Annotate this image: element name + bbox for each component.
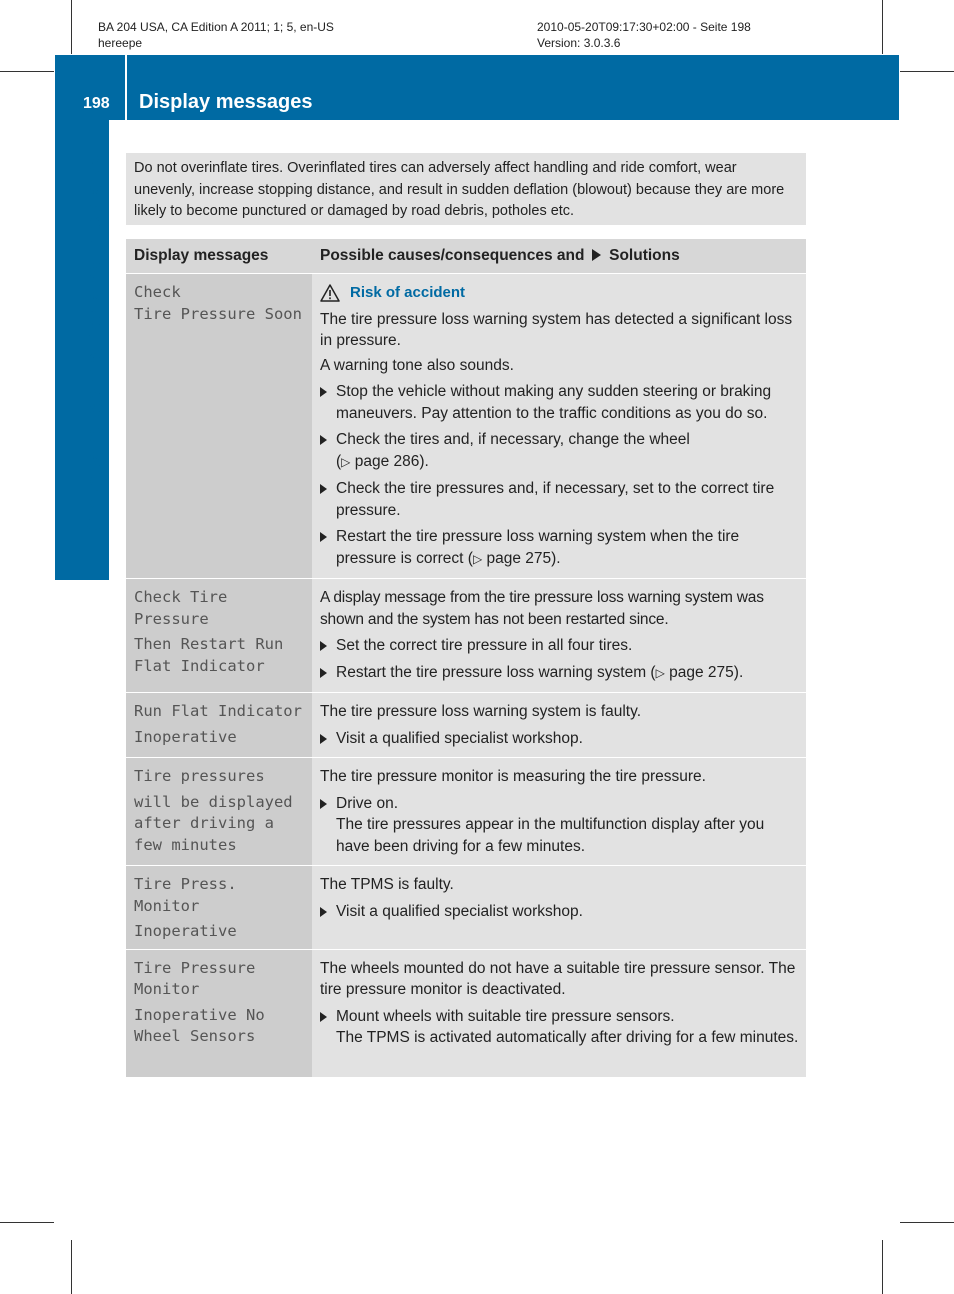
step-text: Restart the tire pressure loss warning system ( (336, 663, 656, 681)
solution-cell (312, 693, 806, 758)
display-messages-table (126, 239, 806, 1078)
cause-text: The tire pressure loss warning system is faulty. (320, 703, 642, 720)
warning-triangle-icon (320, 284, 340, 302)
bullet-icon (320, 532, 327, 542)
page-title: Display messages (139, 91, 313, 113)
step-text: Restart the tire pressure loss warning system when the tire pressure is correct ( (336, 528, 740, 567)
cause-text: The tire pressure monitor is measuring the tire pressure. (320, 768, 706, 785)
step-text: Stop the vehicle without making any sudden steering or braking maneuvers. Pay attention to the traffic conditions as you do so. (336, 383, 772, 422)
step-text: Set the correct tire pressure in all four tires. (336, 637, 633, 654)
page-ref-arrow-icon: ▷ (472, 551, 483, 566)
col-header-solutions-text: Solutions (609, 247, 680, 264)
step-result-text: The TPMS is activated automatically after driving for a few minutes. (336, 1029, 799, 1046)
message-text: Check Tire Pressure Soon (134, 283, 302, 323)
table-row (126, 579, 806, 693)
table-row (126, 949, 806, 1077)
page-ref-link[interactable]: page 275). (669, 663, 744, 681)
bullet-icon (320, 641, 327, 651)
step-text: Visit a qualified specialist workshop. (336, 902, 583, 920)
step-result-text: The tire pressures appear in the multifunction display after you have been driving for a few minutes. (336, 816, 765, 855)
bullet-icon (320, 387, 327, 397)
step-text: Mount wheels with suitable tire pressure sensors. (336, 1007, 675, 1025)
warning-text: Risk of accident (350, 284, 466, 301)
message-cell (126, 274, 312, 579)
crop-mark (882, 0, 883, 54)
table-row (126, 866, 806, 950)
print-meta-right (537, 19, 751, 51)
solution-cell (312, 949, 806, 1077)
page-ref-arrow-icon: ▷ (341, 454, 351, 469)
step-text: Check the tires and, if necessary, change the wheel (336, 431, 690, 448)
message-text: Tire Pressure Monitor (134, 958, 256, 998)
table-header-row (126, 239, 806, 274)
warning-heading (320, 282, 800, 304)
message-cell (126, 866, 312, 950)
crop-mark (71, 0, 72, 54)
page-ref-arrow-icon: ▷ (655, 665, 665, 680)
chapter-title: On-board computer and displays (82, 154, 109, 531)
page-header (55, 55, 899, 120)
crop-mark (882, 1240, 883, 1294)
message-text: Tire Press. Monitor (134, 875, 237, 915)
message-text: Inoperative (134, 922, 237, 940)
message-text: will be displayed after driving a few minutes (134, 792, 293, 854)
meta-version: Version: 3.0.3.6 (537, 36, 621, 50)
message-text: Tire pressures (134, 767, 265, 785)
bullet-icon (320, 435, 327, 445)
meta-code: hereepe (98, 36, 143, 50)
col-header-causes (312, 239, 806, 274)
message-cell (126, 579, 312, 693)
step-text: Visit a qualified specialist workshop. (336, 729, 583, 747)
bullet-icon (320, 668, 327, 678)
bullet-icon (320, 1012, 327, 1022)
solution-cell (312, 274, 806, 579)
solution-cell (312, 866, 806, 950)
page-ref-link[interactable]: page 286). (354, 452, 429, 470)
crop-mark (900, 1222, 954, 1223)
overinflation-note: Do not overinflate tires. Overinflated tires can adversely affect handling and ride comfort, wear unevenly, increase stopping distance, and result in sudden deflation (blowout) because they are more likely to become punctured or damaged by road debris, potholes etc. (126, 153, 806, 225)
table-row (126, 758, 806, 866)
solution-step (320, 635, 800, 657)
solution-step (320, 662, 800, 685)
cause-text: A warning tone also sounds. (320, 356, 514, 374)
cause-text: The wheels mounted do not have a suitable tire pressure sensor. The tire pressure monitor is deactivated. (320, 959, 796, 998)
message-text: Inoperative No Wheel Sensors (134, 1005, 265, 1045)
col-header-causes-text: Possible causes/consequences and (320, 247, 585, 264)
solution-step (320, 901, 800, 923)
print-meta-left (98, 19, 334, 51)
table-row (126, 274, 806, 579)
solution-step (320, 478, 800, 521)
message-text: Run Flat Indicator (134, 702, 302, 720)
triangle-right-icon (592, 249, 601, 261)
message-text: Check Tire Pressure (134, 588, 228, 628)
bullet-icon (320, 799, 327, 809)
cause-text: The tire pressure loss warning system has detected a significant loss in pressure. (320, 310, 793, 349)
message-cell (126, 693, 312, 758)
solution-cell (312, 579, 806, 693)
page-ref-link[interactable]: page 275). (486, 549, 561, 567)
solution-step (320, 793, 800, 858)
table-row (126, 693, 806, 758)
meta-timestamp: 2010-05-20T09:17:30+02:00 - Seite 198 (537, 20, 751, 34)
step-text: Check the tire pressures and, if necessary, set to the correct tire pressure. (336, 480, 775, 519)
crop-mark (71, 1240, 72, 1294)
crop-mark (0, 1222, 54, 1223)
page-number: 198 (83, 95, 110, 112)
solution-cell (312, 758, 806, 866)
solution-step: Check the tires and, if necessary, change the wheel (▷ page 286). (320, 429, 800, 473)
crop-mark (900, 71, 954, 72)
crop-mark (0, 71, 54, 72)
cause-text: The TPMS is faulty. (320, 876, 454, 893)
message-cell (126, 949, 312, 1077)
message-text: Inoperative (134, 727, 237, 746)
solution-step (320, 1006, 800, 1049)
solution-step (320, 526, 800, 570)
header-divider (125, 55, 127, 120)
message-text: Then Restart Run Flat Indicator (134, 635, 284, 675)
cause-text: A display message from the tire pressure loss warning system was shown and the system has not been restarted since. (320, 589, 764, 628)
bullet-icon (320, 734, 327, 744)
bullet-icon (320, 907, 327, 917)
bullet-icon (320, 484, 327, 494)
meta-edition: BA 204 USA, CA Edition A 2011; 1; 5, en-US (98, 20, 334, 34)
solution-step (320, 728, 800, 750)
col-header-messages: Display messages (126, 239, 312, 274)
step-text: Drive on. (336, 794, 399, 812)
solution-step (320, 381, 800, 424)
message-cell (126, 758, 312, 866)
